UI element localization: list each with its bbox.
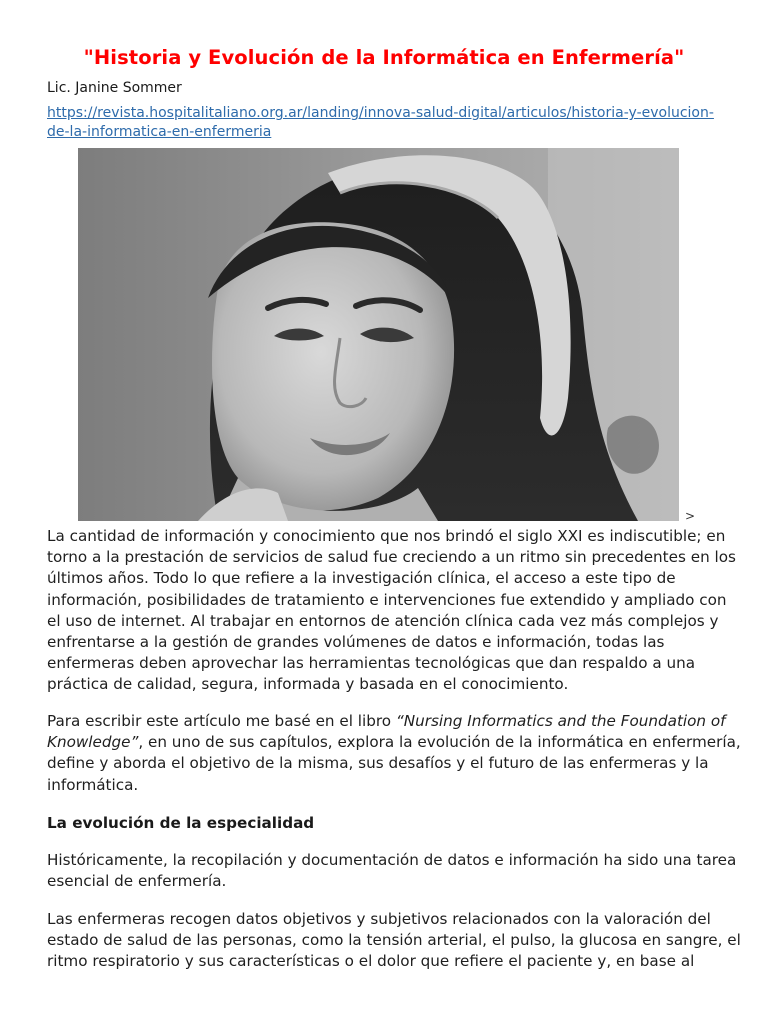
text-line: información, posibilidades de tratamiento e intervenciones fue extendido y ampliado con xyxy=(47,590,727,609)
text-line: enfrentarse a la gestión de grandes volúmenes de datos e información, todas las xyxy=(47,633,665,652)
link-line-1[interactable]: https://revista.hospitalitaliano.org.ar/landing/innova-salud-digital/articulos/historia-y-evolucion- xyxy=(47,105,714,121)
text-line xyxy=(47,732,741,753)
text-line: esencial de enfermería. xyxy=(47,872,227,891)
text-line: estado de salud de las personas, como la tensión arterial, el pulso, la glucosa en sangre, el xyxy=(47,931,741,950)
book-title-part-2: Knowledge” xyxy=(47,733,139,752)
book-title-part-1: “Nursing Informatics and the Foundation of xyxy=(395,712,726,730)
text-line: Las enfermeras recogen datos objetivos y subjetivos relacionados con la valoración del xyxy=(47,910,711,928)
paragraph-nurses-data xyxy=(47,909,741,973)
text-line xyxy=(47,711,727,732)
text-line: práctica de calidad, segura, informada y basada en el conocimiento. xyxy=(47,675,569,694)
text-segment: , en uno de sus capítulos, explora la evolución de la informática en enfermería, xyxy=(138,733,741,752)
link-line-2[interactable]: de-la-informatica-en-enfermeria xyxy=(47,124,272,140)
text-line: informática. xyxy=(47,775,139,794)
section-heading: La evolución de la especialidad xyxy=(47,814,315,832)
paragraph-intro xyxy=(47,526,736,696)
text-line: el uso de internet. Al trabajar en entornos de atención clínica cada vez más complejos y xyxy=(47,611,719,630)
text-line: define y aborda el objetivo de la misma, sus desafíos y el futuro de las enfermeras y la xyxy=(47,754,709,773)
article-source-link[interactable] xyxy=(47,104,727,142)
author-name: Lic. Janine Sommer xyxy=(47,80,182,96)
paragraph-historical xyxy=(47,850,737,892)
author-photo xyxy=(78,148,679,521)
image-marker: > xyxy=(685,509,696,523)
text-segment: Para escribir este artículo me basé en el libro xyxy=(47,712,396,730)
paragraph-book-reference xyxy=(47,711,741,796)
article-title: "Historia y Evolución de la Informática en Enfermería" xyxy=(83,46,685,69)
text-line: últimos años. Todo lo que refiere a la investigación clínica, el acceso a este tipo de xyxy=(47,569,676,588)
text-line: Históricamente, la recopilación y documentación de datos e información ha sido una tarea xyxy=(47,851,737,869)
text-line: enfermeras deben aprovechar las herramientas tecnológicas que dan respaldo a una xyxy=(47,654,696,673)
text-line: La cantidad de información y conocimiento que nos brindó el siglo XXI es indiscutible; en xyxy=(47,527,726,545)
text-line: torno a la prestación de servicios de salud fue creciendo a un ritmo sin precedentes en los xyxy=(47,548,736,567)
text-line: ritmo respiratorio y sus características o el dolor que refiere el paciente y, en base al xyxy=(47,952,695,971)
